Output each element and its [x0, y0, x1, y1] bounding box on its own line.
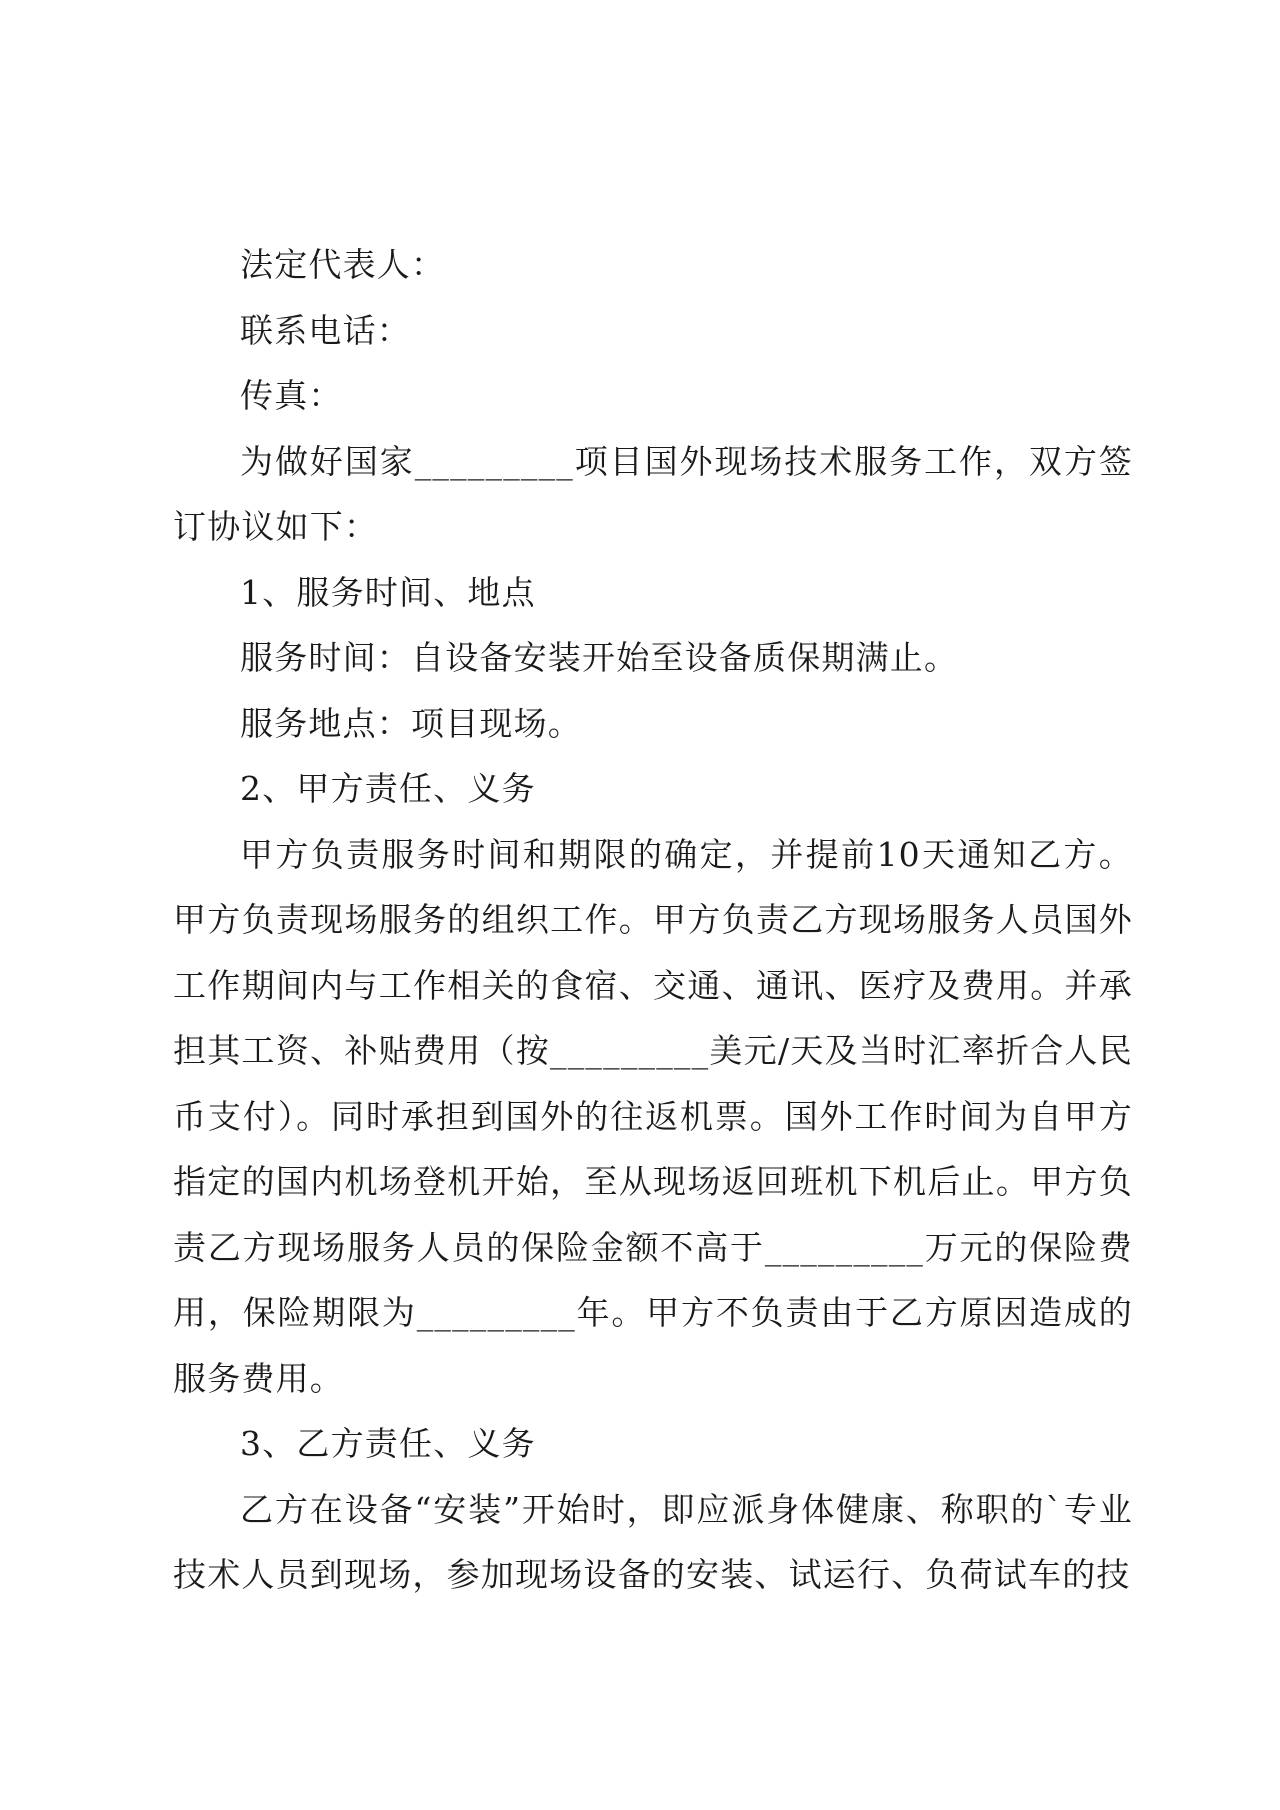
legal-representative-line: 法定代表人：	[240, 245, 446, 284]
contact-phone-line: 联系电话：	[240, 310, 411, 350]
section-1-heading: 1、服务时间、地点	[240, 572, 536, 612]
section-2-heading: 2、甲方责任、义务	[240, 769, 536, 808]
fax-line: 传真：	[240, 376, 343, 415]
party-b-duties-paragraph: 乙方在设备“安装”开始时，即应派身体健康、称职的`专业技术人员到现场，参加现场设备的安装、试运行、负荷试车的技	[173, 1489, 1133, 1594]
service-time-line: 服务时间：自设备安装开始至设备质保期满止。	[240, 638, 959, 677]
service-location-line: 服务地点：项目现场。	[240, 703, 582, 743]
agreement-intro-paragraph: 为做好国家_________项目国外现场技术服务工作，双方签订协议如下：	[173, 441, 1133, 546]
section-3-heading: 3、乙方责任、义务	[240, 1424, 536, 1463]
document-body	[173, 232, 1133, 1608]
party-a-duties-paragraph: 甲方负责服务时间和期限的确定，并提前10天通知乙方。甲方负责现场服务的组织工作。甲方负责乙方现场服务人员国外工作期间内与工作相关的食宿、交通、通讯、医疗及费用。并承担其工资、补贴费用（按_________美元/天及当时汇率折合人民币支付）。同时承担到国外的往返机票。国外工作时间为自甲方指定的国内机场登机开始，至从现场返回班机下机后止。甲方负责乙方现场服务人员的保险金额不高于_________万元的保险费用，保险期限为_________年。甲方不负责由于乙方原因造成的服务费用。	[173, 834, 1133, 1398]
